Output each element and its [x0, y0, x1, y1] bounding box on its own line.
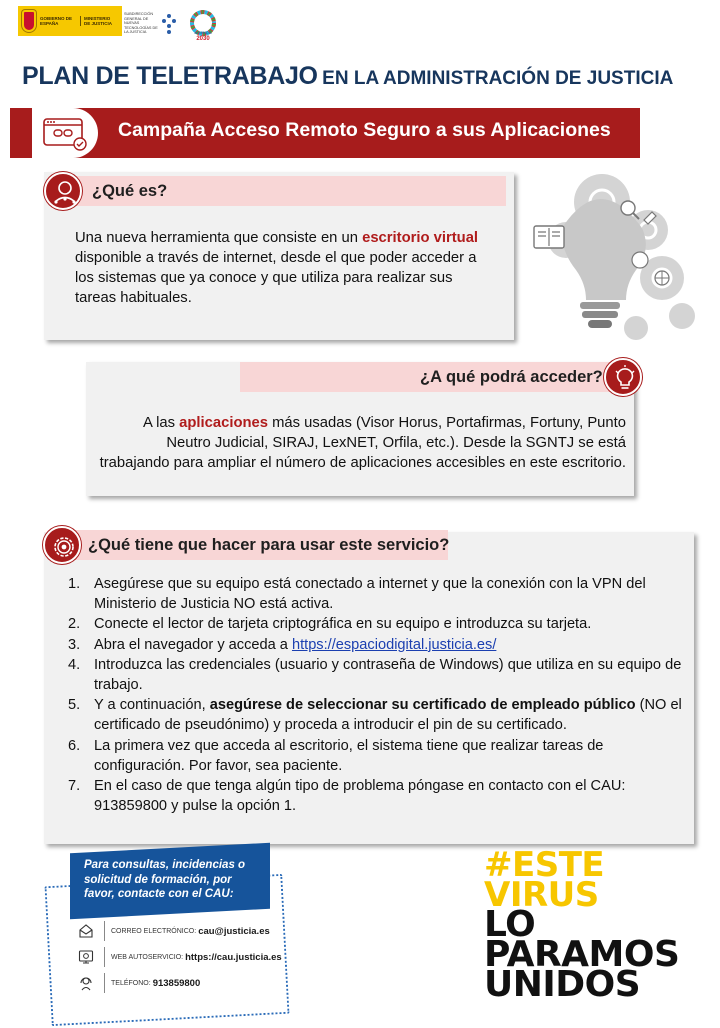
step-number: 3.: [68, 636, 81, 653]
acceso-text: [96, 413, 626, 473]
mail-icon: [78, 923, 94, 939]
justicia-cross-icon: [160, 12, 178, 36]
acceso-text-start: A las: [142, 415, 180, 431]
coat-of-arms-icon: [22, 10, 36, 32]
step-item: [66, 655, 686, 695]
gear-icon: [43, 526, 81, 564]
page-title-main: PLAN DE TELETRABAJO: [22, 62, 318, 90]
contact-phone-row: [78, 970, 298, 996]
step-number: 5.: [68, 697, 81, 714]
secretaria-logo-text: SUBDIRECCIÓN GENERAL DE NUEVAS TECNOLOGÍAS DE LA JUSTICIA: [124, 12, 158, 34]
email-label: CORREO ELECTRÓNICO:: [111, 927, 197, 935]
person-network-icon: [44, 172, 82, 210]
espacio-digital-link[interactable]: https://espaciodigital.justicia.es/: [291, 636, 497, 653]
slogan-line-1: #ESTE: [484, 845, 605, 885]
step-number: 1.: [68, 576, 81, 592]
contact-divider: [104, 947, 105, 967]
que-es-text: [75, 228, 495, 308]
step-text: Introduzca las credenciales (usuario y contraseña de Windows) que utiliza en su equipo de trabajo.: [94, 656, 682, 694]
que-es-text-end: disponible a través de internet, desde el que poder acceder a los sistemas que ya conoce y que utiliza para realizar sus tareas habituales.: [75, 250, 477, 306]
contact-divider: [104, 973, 105, 993]
slogan-line-3: LO: [484, 904, 536, 945]
page-title: [22, 62, 673, 91]
agenda-year: 2030: [196, 36, 210, 42]
step-item: [66, 776, 686, 816]
que-es-text-start: Una nueva herramienta que consiste en un: [75, 230, 363, 246]
step-text: Abra el navegador y acceda a: [94, 636, 292, 653]
lightbulb-icon: [604, 358, 642, 396]
step-text: La primera vez que acceda al escritorio, el sistema tiene que realizar tareas de configuración. Por favor, sea paciente.: [94, 737, 604, 774]
step-text: Conecte el lector de tarjeta criptográfica en su equipo e introduzca su tarjeta.: [94, 616, 592, 633]
phone-value[interactable]: 913859800: [152, 977, 201, 989]
steps-list: [66, 574, 686, 816]
step-number: 6.: [68, 737, 81, 754]
agenda-label: [183, 30, 223, 42]
slogan-este-virus: [484, 845, 680, 1005]
page-title-sub: EN LA ADMINISTRACIÓN DE JUSTICIA: [322, 68, 674, 89]
web-value[interactable]: https://cau.justicia.es: [185, 951, 282, 963]
campaign-banner: [10, 108, 640, 158]
ministry-name: MINISTERIO DE JUSTICIA: [80, 16, 114, 26]
step-item: [66, 574, 686, 614]
que-es-highlight: escritorio virtual: [362, 230, 479, 246]
step-text: (NO el certificado de pseudónimo) y proceda a introducir el pin de su certificado.: [94, 697, 682, 734]
acceso-text-end: más usadas (Visor Horus, Portafirmas, Fortuny, Punto Neutro Judicial, SIRAJ, LexNET, Orfila, etc.). Desde la SGNTJ se está trabajando para ampliar el número de aplicaciones accesibles en este escritorio.: [99, 415, 626, 471]
step-item: [66, 736, 686, 776]
contact-rows: [78, 918, 298, 996]
email-value[interactable]: cau@justicia.es: [198, 925, 270, 937]
phone-label: TELÉFONO:: [111, 979, 151, 987]
gobierno-logo: [18, 6, 122, 36]
acceso-title: ¿A qué podrá acceder?: [420, 368, 603, 386]
web-screen-icon: [78, 949, 94, 965]
agenda-word: AGENDA: [194, 30, 212, 35]
secure-access-icon: [34, 110, 100, 156]
step-item: [66, 614, 686, 634]
contact-intro: Para consultas, incidencias o solicitud de formación, por favor, contacte con el CAU:: [84, 859, 246, 900]
slogan-line-2: VIRUS: [484, 875, 599, 915]
headset-icon: [78, 975, 94, 991]
slogan-line-5: UNIDOS: [484, 964, 641, 1005]
step-text: En el caso de que tenga algún tipo de problema póngase en contacto con el CAU: 913859800 y pulse la opción 1.: [94, 778, 626, 815]
contact-divider: [104, 921, 105, 941]
step-item: [66, 635, 686, 655]
lightbulb-gears-illustration: [512, 168, 712, 354]
step-number: 2.: [68, 616, 81, 633]
gov-name: GOBIERNO DE ESPAÑA: [40, 16, 73, 26]
step-number: 4.: [68, 656, 81, 673]
step-number: 7.: [68, 778, 81, 795]
campaign-title: Campaña Acceso Remoto Seguro a sus Aplicaciones: [118, 119, 611, 141]
contact-web-row: [78, 944, 298, 970]
step-item: [66, 695, 686, 735]
step-text: Y a continuación,: [94, 697, 210, 714]
servicio-title: ¿Qué tiene que hacer para usar este servicio?: [88, 536, 450, 554]
step-text: Asegúrese que su equipo está conectado a internet y que la conexión con la VPN del Ministerio de Justicia NO está activa.: [94, 576, 646, 613]
slogan-line-4: PARAMOS: [484, 934, 680, 975]
acceso-highlight: aplicaciones: [179, 415, 268, 431]
contact-email-row: [78, 918, 298, 944]
que-es-title: ¿Qué es?: [92, 182, 168, 200]
web-label: WEB AUTOSERVICIO:: [111, 953, 184, 961]
step-bold-text: asegúrese de seleccionar su certificado de empleado público: [209, 697, 636, 714]
